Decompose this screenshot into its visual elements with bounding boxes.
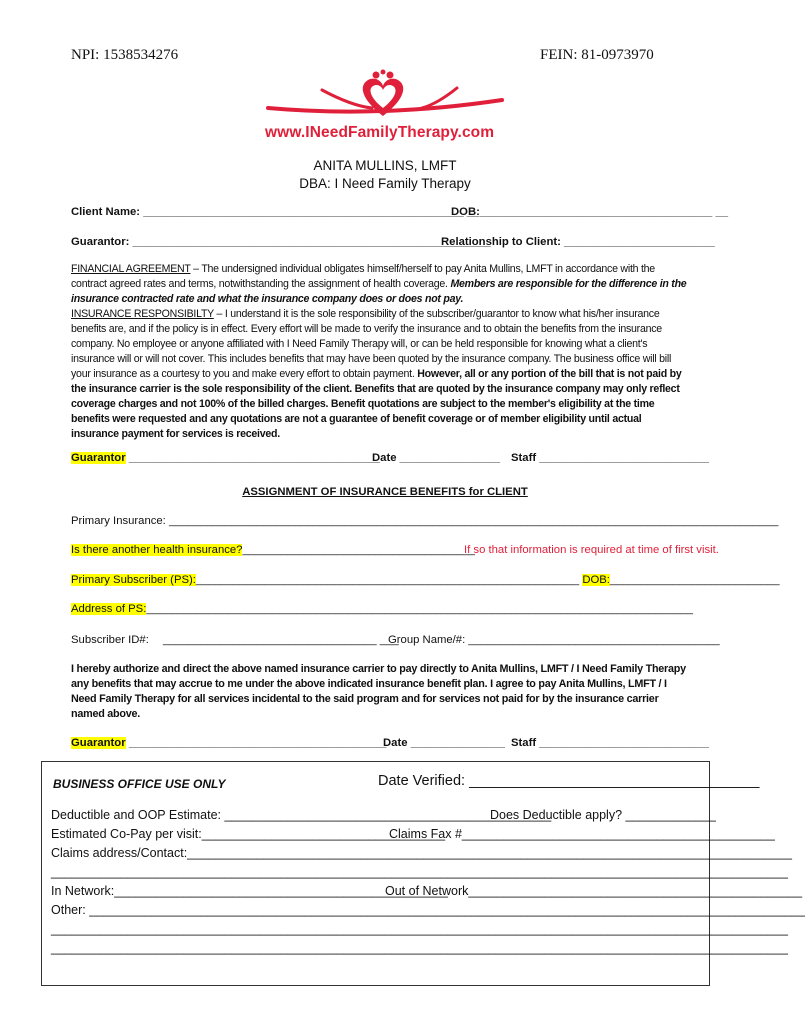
guarantor-line-2: _________________________________________ — [125, 737, 387, 749]
staff-field-2[interactable]: Staff ___________________________ — [511, 737, 709, 749]
financial-dash: – — [190, 263, 202, 275]
financial-agreement-title: FINANCIAL AGREEMENT — [71, 263, 191, 275]
date-verified-field[interactable]: Date Verified: ____________________________________ — [378, 773, 760, 789]
insurance-responsibility-text: – I understand it is the sole responsibility of the subscriber/guarantor to know what his/her insurance benefits are, and if the policy is in effect. Every effort will be made to verify the insurance and to obtain the benefits from the insurance company. No employee or anyone affiliated with I Need Family Therapy will, or can be held responsible for knowing what a client's insurance will or will not cover. This includes benefits that may have been quoted by the insurance company. The business office will bill your insurance as a courtesy to you and make every effort to obtain payment. — [71, 308, 672, 380]
financial-agreement-text: The undersigned individual obligates himself/herself to pay Anita Mullins, LMFT in accordance with the contract agreed rates and terms, notwithstanding the assignment of health coverage. — [71, 263, 655, 290]
claims-address-field[interactable]: Claims address/Contact:_______________________________________________________________________________________ — [51, 846, 792, 860]
client-name-field[interactable]: Client Name: ___________________________________________________ __ — [71, 206, 480, 218]
website-url: www.INeedFamilyTherapy.com — [265, 124, 495, 141]
other-insurance-label: Is there another health insurance? — [71, 544, 243, 556]
guarantor-signature-1[interactable] — [71, 452, 380, 464]
guarantor-signature-2[interactable] — [71, 737, 386, 749]
address-ps-line: _______________________________________________________________________________________ — [146, 603, 693, 615]
blank-line-3[interactable]: __________________________________________________________________________________________________________ — [51, 941, 788, 955]
relationship-field[interactable]: Relationship to Client: ________________________ — [441, 236, 715, 248]
date-field-1[interactable]: Date ________________ — [372, 452, 501, 464]
primary-subscriber-line: _____________________________________________________________ — [195, 574, 583, 586]
business-office-title: BUSINESS OFFICE USE ONLY — [53, 777, 226, 791]
primary-subscriber-field[interactable] — [71, 574, 780, 586]
deductible-field[interactable]: Deductible and OOP Estimate: _______________________________________________ — [51, 808, 552, 822]
subscriber-id-label: Subscriber ID#: — [71, 634, 149, 646]
staff-field-1[interactable]: Staff ___________________________ — [511, 452, 709, 464]
primary-insurance-field[interactable]: Primary Insurance: _________________________________________________________________________________________________ — [71, 515, 779, 527]
provider-dba: DBA: I Need Family Therapy — [299, 176, 471, 191]
subscriber-id-field[interactable]: __________________________________ ___ — [163, 634, 399, 646]
other-field[interactable]: Other: _______________________________________________________________________________________________________ — [51, 903, 805, 917]
dob-field[interactable]: DOB:_____________________________________ __ — [451, 206, 729, 218]
deductible-apply-field[interactable]: Does Deductible apply? _____________ — [490, 808, 716, 822]
family-heart-logo — [262, 70, 512, 129]
claims-fax-field[interactable]: Claims Fax #_____________________________________________ — [389, 827, 775, 841]
fein-number: FEIN: 81-0973970 — [540, 47, 654, 63]
other-insurance-line: _____________________________________ — [242, 544, 475, 556]
group-name-field[interactable]: Group Name/#: ________________________________________ — [388, 634, 720, 646]
date-field-2[interactable]: Date _______________ — [383, 737, 505, 749]
guarantor-field[interactable]: Guarantor: _________________________________________________________ — [71, 236, 491, 248]
financial-agreement-bold: Members are responsible for the difference in the insurance contracted rate and what the insurance company does or does not pay. — [71, 278, 687, 305]
copay-field[interactable]: Estimated Co-Pay per visit:___________________________________ — [51, 827, 446, 841]
address-ps-label: Address of PS: — [71, 603, 147, 615]
other-insurance-note: If so that information is required at time of first visit. — [464, 544, 719, 556]
insurance-responsibility-title: INSURANCE RESPONSIBILTY — [71, 308, 214, 320]
npi-number: NPI: 1538534276 — [71, 47, 179, 63]
primary-subscriber-label: Primary Subscriber (PS): — [71, 574, 196, 586]
address-ps-field[interactable] — [71, 603, 693, 615]
assignment-title: ASSIGNMENT OF INSURANCE BENEFITS for CLIENT — [242, 486, 528, 498]
financial-agreement — [71, 262, 691, 442]
insurance-responsibility-bold: However, all or any portion of the bill that is not paid by the insurance carrier is the sole responsibility of the client. Benefits that are quoted by the insurance company may only reflect coverage charges and not 100% of the billed charges. Benefit quotations are subject to the member's eligibility at the time benefits were requested and any quotations are not a guarantee of benefit coverage or of member eligibility until actual insurance payment for services is received. — [71, 368, 682, 440]
subscriber-dob-line: ___________________________ — [609, 574, 780, 586]
subscriber-dob-label: DOB: — [582, 574, 610, 586]
provider-name: ANITA MULLINS, LMFT — [313, 158, 457, 173]
guarantor-label-2: Guarantor — [71, 737, 126, 749]
other-insurance-field[interactable] — [71, 544, 475, 556]
authorization-statement: I hereby authorize and direct the above named insurance carrier to pay directly to Anita Mullins, LMFT / I Need Family Therapy any benefits that may accrue to me under the above indicated insurance benefit plan. I agree to pay Anita Mullins, LMFT / I Need Family Therapy for all services incidental to the said program and for services not paid for by the insurance carrier named above. — [71, 663, 686, 720]
out-network-field[interactable]: Out of Network________________________________________________ — [385, 884, 803, 898]
blank-line-1[interactable]: __________________________________________________________________________________________________________ — [51, 865, 788, 879]
guarantor-label-1: Guarantor — [71, 452, 126, 464]
blank-line-2[interactable]: __________________________________________________________________________________________________________ — [51, 922, 788, 936]
in-network-field[interactable]: In Network:________________________________________________ — [51, 884, 448, 898]
guarantor-line-1: ________________________________________ — [125, 452, 381, 464]
